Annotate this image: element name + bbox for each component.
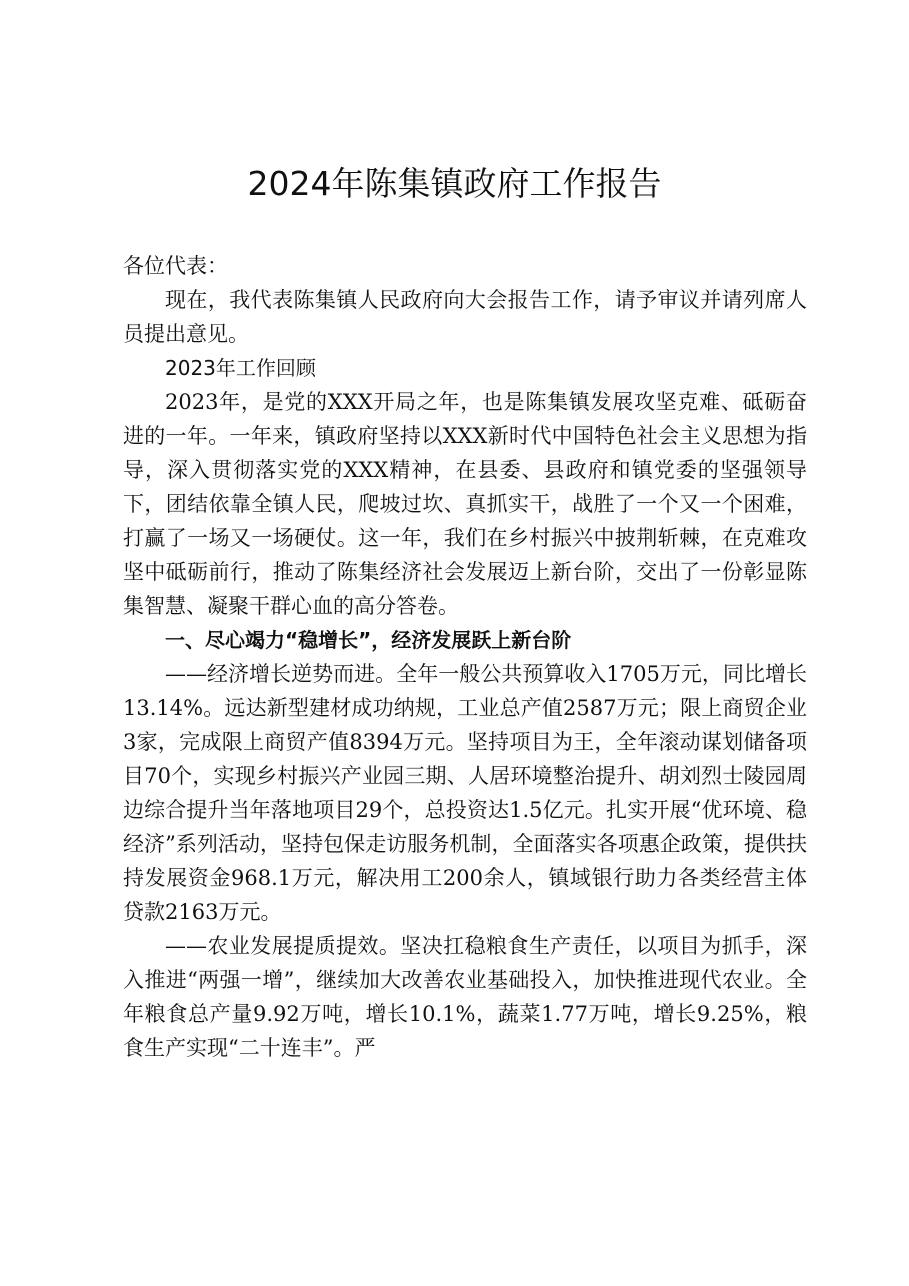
- review-heading: 2023年工作回顾: [165, 356, 316, 380]
- document-body: [123, 249, 807, 1065]
- intro-paragraph: 现在，我代表陈集镇人民政府向大会报告工作，请予审议并请列席人员提出意见。: [123, 288, 807, 346]
- salutation: 各位代表：: [123, 254, 228, 278]
- review-paragraph: 2023年，是党的XXX开局之年，也是陈集镇发展攻坚克难、砥砺奋进的一年。一年来，镇政府坚持以XXX新时代中国特色社会主义思想为指导，深入贯彻落实党的XXX精神，在县委、县政府和镇党委的坚强领导下，团结依靠全镇人民，爬坡过坎、真抓实干，战胜了一个又一个困难，打赢了一场又一场硬仗。这一年，我们在乡村振兴中披荆斩棘，在克难攻坚中砥砺前行，推动了陈集经济社会发展迈上新台阶，交出了一份彰显陈集智慧、凝聚干群心血的高分答卷。: [123, 390, 807, 618]
- document-title: 2024年陈集镇政府工作报告: [247, 164, 662, 203]
- section1-paragraph-agriculture: ——农业发展提质提效。坚决扛稳粮食生产责任，以项目为抓手，深入推进“两强一增”，继续加大改善农业基础投入，加快推进现代农业。全年粮食总产量9.92万吨，增长10.1%，蔬菜1.77万吨，增长9.25%，粮食生产实现“二十连丰”。严: [123, 934, 807, 1060]
- section1-heading: 一、尽心竭力“稳增长”，经济发展跃上新台阶: [165, 628, 572, 652]
- section1-paragraph-economy: ——经济增长逆势而进。全年一般公共预算收入1705万元，同比增长13.14%。远达新型建材成功纳规，工业总产值2587万元；限上商贸企业3家，完成限上商贸产值8394万元。坚持项目为王，全年滚动谋划储备项目70个，实现乡村振兴产业园三期、人居环境整治提升、胡刘烈士陵园周边综合提升当年落地项目29个，总投资达1.5亿元。扎实开展“优环境、稳经济”系列活动，坚持包保走访服务机制，全面落实各项惠企政策，提供扶持发展资金968.1万元，解决用工200余人，镇域银行助力各类经营主体贷款2163万元。: [123, 662, 807, 924]
